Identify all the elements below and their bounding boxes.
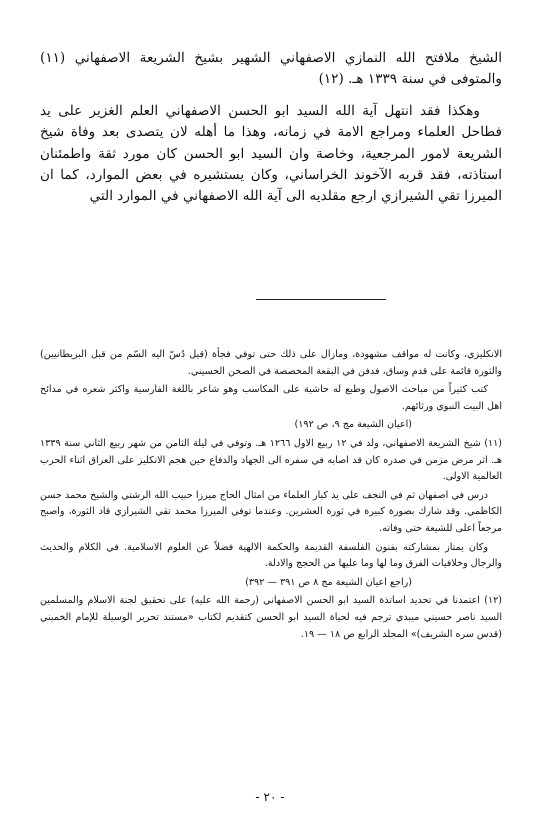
page-number: - ٢٠ - bbox=[255, 790, 285, 804]
footnote-paragraph: درس في اصفهان ثم في النجف على يد كبار العلماء من امثال الحاج ميرزا حبيب الله الرشتي والشيخ محمد حسن الكاظمي. وقد شارك بصورة كبيرة في ثورة العشرين. وعندما توفي الميرزا محمد تقي الشيرازي قاد الثورة، واصبح مرجعاً اعلى للشيعة حتى وفاته. bbox=[40, 489, 502, 534]
footnotes bbox=[40, 347, 502, 645]
footnote-12: (١٢) اعتمدنا في تحديد اساتذة السيد ابو الحسن الاصفهاني (رحمة الله عليه) على تحقيق لجنة الاسلام والمسلمين السيد ناصر حسيني ميبدي ترجم فيه لحياة السيد ابو الحسن كتقديم لكتاب «مستند تحرير الوسيلة للإمام الخميني (قدس سره الشريف)» المجلد الرابع ص ١٨ — ١٩. bbox=[40, 595, 502, 640]
main-paragraph-1: الشيخ ملافتح الله النمازي الاصفهاني الشهير بشيخ الشريعة الاصفهاني (١١) والمتوفى في سنة ١٣٣٩ هـ. (١٢) bbox=[40, 50, 502, 88]
footnote-continuation: الانكليزي، وكانت له مواقف مشهودة، ومازال على ذلك حتى توفي فجأة (قيل دُسّ اليه السّم من قبل البريطانيين) والثورة قائمة على قدم وساق، فدفن في البقعة المخصصة في الصحن الحسيني. bbox=[40, 349, 502, 377]
footnote-reference: (راجع اعيان الشيعة مج ٨ ص ٣٩١ — ٣٩٢) bbox=[245, 576, 412, 588]
main-text bbox=[40, 48, 502, 208]
main-paragraph-2: وهكذا فقد انتهل آية الله السيد ابو الحسن الاصفهاني العلم الغزير على يد فطاحل العلماء ومراجع الامة في زمانه، وهذا ما أهله لان يتصدى بعد وفاة شيخ الشريعة لامور المرجعية، وخاصة وان السيد ابو الحسن كان مورد ثقة واطمئنان استاذته، فقد قربه الآخوند الخراساني، وكان يستشيره في بعض الموارد، كما ان الميرزا تقي الشيرازي ارجع مقلديه الى آية الله الاصفهاني في الموارد التي bbox=[40, 102, 502, 205]
footnote-11: (١١) شيخ الشريعة الاصفهاني، ولد في ١٢ ربيع الاول ١٢٦٦ هـ. وتوفي في ليلة الثامن من شهر ربيع الثاني سنة ١٣٣٩ هـ. اثر مرض مزمن في صدره كان قد اصابه في سفره الى الجهاد والدفاع حين هجم الانكليز على العراق اثناء الحرب العالمية الاولى. bbox=[40, 437, 503, 483]
footnote-divider bbox=[256, 299, 386, 300]
footnote-reference: (اعيان الشيعة مج ٩، ص ١٩٢) bbox=[294, 419, 412, 431]
footnote-paragraph: كتب كثيراً من مباحث الاصول وطبع له حاشية على المكاسب وهو شاعر باللغة الفارسية واكثر شعره في مدائح اهل البيت النبوي ورثائهم. bbox=[40, 384, 502, 412]
footnote-paragraph: وكان يمتاز بمشاركته بفنون الفلسفة القديمة والحكمة الالهية فضلاً عن العلوم الاسلامية. في الكلام والحديث والرجال وخلافيات الفرق وما لها وما عليها من الحجج والادلة. bbox=[40, 541, 502, 570]
